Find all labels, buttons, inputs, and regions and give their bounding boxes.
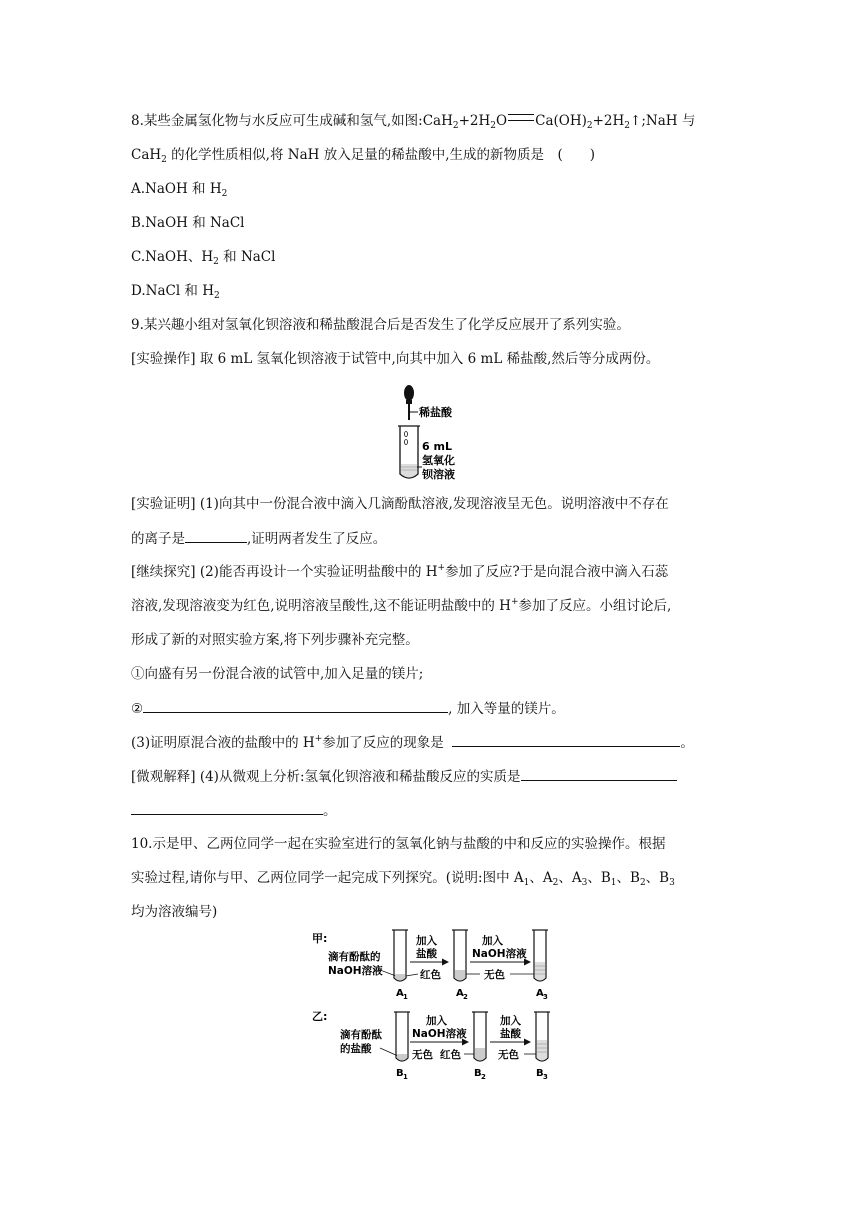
label-b2: B [474, 1068, 482, 1079]
q9-explore-line3: 形成了新的对照实验方案,将下列步骤补充完整。 [131, 632, 419, 648]
q9-step2: ② , 加入等量的镁片。 [131, 698, 565, 719]
tube-a2 [452, 930, 468, 981]
b-arrow2-top: 加入 [500, 1015, 521, 1027]
a-arrow1-bottom: 盐酸 [416, 948, 437, 960]
a-colorless-label: 无色 [484, 969, 505, 981]
dropper-bulb [404, 385, 414, 401]
q9-part3: (3)证明原混合液的盐酸中的 H+参加了反应的现象是 。 [131, 734, 694, 751]
answer-blank-step2[interactable] [143, 698, 448, 713]
svg-text:3: 3 [543, 993, 548, 1001]
svg-text:1: 1 [403, 993, 408, 1001]
q8-stem-line1: 8.某些金属氢化物与水反应可生成碱和氢气,如图$:CaH_2+2H_2O$ $Ca(OH)_2+2H_2↑;NaH$ 与 [131, 113, 696, 131]
q10-stem-line3: 均为溶液编号) [131, 904, 218, 920]
b-arrow2-bottom: 盐酸 [500, 1028, 521, 1040]
q10-stem-line1: 10.示是甲、乙两位同学一起在实验室进行的氢氧化钠与盐酸的中和反应的实验操作。根据 [131, 836, 666, 852]
label-b3: B [536, 1068, 544, 1079]
b-arrow1-top: 加入 [426, 1015, 447, 1027]
b-colorless-label: 无色 [412, 1049, 433, 1061]
q9-part4-cont: 。 [131, 800, 337, 821]
row-label-yi: 乙: [312, 1010, 328, 1023]
solution-label-1: 氢氧化 [422, 454, 455, 467]
row-label-jia: 甲: [312, 932, 328, 945]
volume-label: 6 mL [422, 440, 452, 453]
svg-text:2: 2 [481, 1073, 486, 1081]
answer-blank-essence-2[interactable] [131, 800, 323, 815]
q8-option-c: C.NaOH、$H_2$ 和 NaCl [131, 249, 276, 267]
q8-stem-line2: CaH$_2$ 的化学性质相似,将 NaH 放入足量的稀盐酸中,生成的新物质是 ( ) [131, 147, 596, 165]
q9-part4: [微观解释] (4)从微观上分析:氢氧化钡溶液和稀盐酸反应的实质是 [131, 766, 677, 787]
svg-text:1: 1 [403, 1073, 408, 1081]
tube-b2 [472, 1012, 488, 1061]
equals-sign [508, 114, 534, 121]
label-a1: A [396, 988, 404, 999]
a-arrow2-top: 加入 [482, 935, 503, 947]
label-a2: A [456, 988, 464, 999]
dropper-label: 稀盐酸 [419, 406, 452, 419]
a-start-label-2: NaOH溶液 [328, 965, 383, 977]
a-red-label: 红色 [420, 969, 441, 981]
tube-a1 [392, 930, 408, 981]
b-colorless-label-2: 无色 [498, 1049, 519, 1061]
q9-proof-line1: [实验证明] (1)向其中一份混合液中滴入几滴酚酞溶液,发现溶液呈无色。说明溶液中不存在 [131, 496, 669, 512]
tube-b1 [394, 1012, 410, 1061]
q8-option-d: D.NaCl 和 $H_2$ [131, 283, 220, 301]
a-start-label-1: 滴有酚酞的 [328, 951, 381, 963]
answer-blank-phenomenon[interactable] [452, 732, 680, 747]
label-b1: B [396, 1068, 404, 1079]
tube-b3 [534, 1012, 550, 1061]
tube-a3 [532, 930, 548, 981]
q9-explore-line2: 溶液,发现溶液变为红色,说明溶液呈酸性,这不能证明盐酸中的 H+参加了反应。小组讨论后, [131, 597, 672, 614]
test-tube-dropper-figure [388, 382, 478, 486]
q9-step1: ①向盛有另一份混合液的试管中,加入足量的镁片; [131, 666, 424, 682]
solution-label-2: 钡溶液 [422, 468, 455, 481]
solution-liquid [401, 464, 417, 478]
b-start-label-1: 滴有酚酞 [340, 1029, 382, 1041]
answer-blank-essence-1[interactable] [521, 766, 677, 781]
svg-text:3: 3 [543, 1073, 548, 1081]
q8-option-b: B.NaOH 和 NaCl [131, 215, 245, 231]
q9-stem: 9.某兴趣小组对氢氧化钡溶液和稀盐酸混合后是否发生了化学反应展开了系列实验。 [131, 317, 630, 333]
q9-proof-line2: 的离子是 ,证明两者发生了反应。 [131, 528, 386, 549]
q10-stem-line2: 实验过程,请你与甲、乙两位同学一起完成下列探究。(说明:图中 $A_1$、$A_2$、$A_3$、$B_1$、$B_2$、$B_3$ [131, 870, 675, 888]
b-red-label: 红色 [440, 1049, 461, 1061]
answer-blank-ions[interactable] [185, 528, 247, 543]
q9-explore-line1: [继续探究] (2)能否再设计一个实验证明盐酸中的 H+参加了反应?于是向混合液中滴入石蕊 [131, 563, 669, 580]
a-arrow2-bottom: NaOH溶液 [472, 948, 527, 960]
b-start-label-2: 的盐酸 [340, 1043, 372, 1055]
q8-option-a: A.NaOH 和 $H_2$ [131, 181, 228, 199]
label-a3: A [536, 988, 544, 999]
neutralization-experiment-figure [308, 926, 558, 1084]
a-arrow1-top: 加入 [416, 935, 437, 947]
svg-text:2: 2 [463, 993, 468, 1001]
b-arrow1-bottom: NaOH溶液 [412, 1028, 467, 1040]
q9-operation: [实验操作] 取 6 mL 氢氧化钡溶液于试管中,向其中加入 6 mL 稀盐酸,然后等分成两份。 [131, 351, 660, 367]
